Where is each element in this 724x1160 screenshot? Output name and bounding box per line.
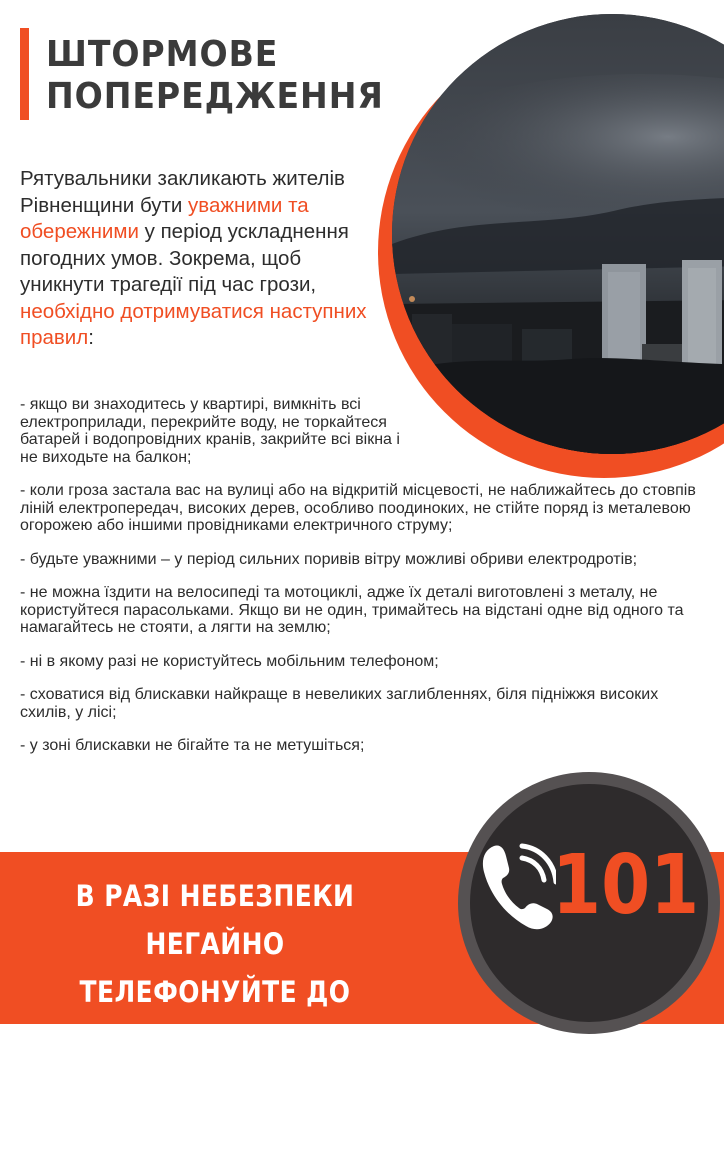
title-line-1: ШТОРМОВЕ xyxy=(46,34,279,75)
intro-text-1: Рятувальники закликають жителів Рівненщини бути xyxy=(20,167,345,217)
rule-item: - у зоні блискавки не бігайте та не метушіться; xyxy=(20,737,365,754)
rule-item: - якщо ви знаходитесь у квартирі, вимкніть всі електроприлади, перекрийте воду, не торкайтеся батарей і водопровідних кранів, закрийте всі вікна і не виходьте на балкон; xyxy=(20,396,400,466)
banner-text xyxy=(30,872,400,1160)
banner-line-2: ТЕЛЕФОНУЙТЕ ДО СЛУЖБИ xyxy=(79,975,351,1057)
intro-paragraph xyxy=(20,166,380,352)
rule-item: - ні в якому разі не користуйтесь мобільним телефоном; xyxy=(20,652,439,670)
page-title xyxy=(46,34,384,118)
rules-list xyxy=(20,396,712,771)
rule-item: - не можна їздити на велосипеді та мотоциклі, адже їх деталі виготовлені з металу, не користуйтеся парасольками. Якщо ви не один, тримайтесь на відстані одне від одного та намагайтесь не стояти, а лягти на землю; xyxy=(20,584,684,636)
title-line-2: ПОПЕРЕДЖЕННЯ xyxy=(46,76,384,117)
intro-text-3: : xyxy=(88,326,94,349)
banner-line-1: В РАЗІ НЕБЕЗПЕКИ НЕГАЙНО xyxy=(75,879,355,961)
rule-item: - коли гроза застала вас на вулиці або на відкритій місцевості, не наближайтесь до стовпів ліній електропередач, високих дерев, особливо поодиноких, не стійте поряд із металевою огорожею або іншими провідниками електричного струму; xyxy=(20,482,696,534)
title-accent-bar xyxy=(20,28,29,120)
intro-accent-2: необхідно дотримуватися наступних правил xyxy=(20,299,367,349)
rule-item: - будьте уважними – у період сильних поривів вітру можливі обриви електродротів; xyxy=(20,550,638,568)
intro-text-2: у період ускладнення погодних умов. Зокрема, щоб уникнути трагедії під час грози, xyxy=(20,220,349,296)
intro-accent-1: уважними та обережними xyxy=(20,193,309,243)
emergency-number: 101 xyxy=(552,838,700,933)
phone-icon xyxy=(476,840,556,930)
banner-line-3: ПОРЯТУНКУ РІВНЕНЩИНИ xyxy=(112,1071,318,1153)
rule-item: - сховатися від блискавки найкраще в невеликих заглибленнях, біля підніжжя високих схилів, у лісі; xyxy=(20,686,659,721)
